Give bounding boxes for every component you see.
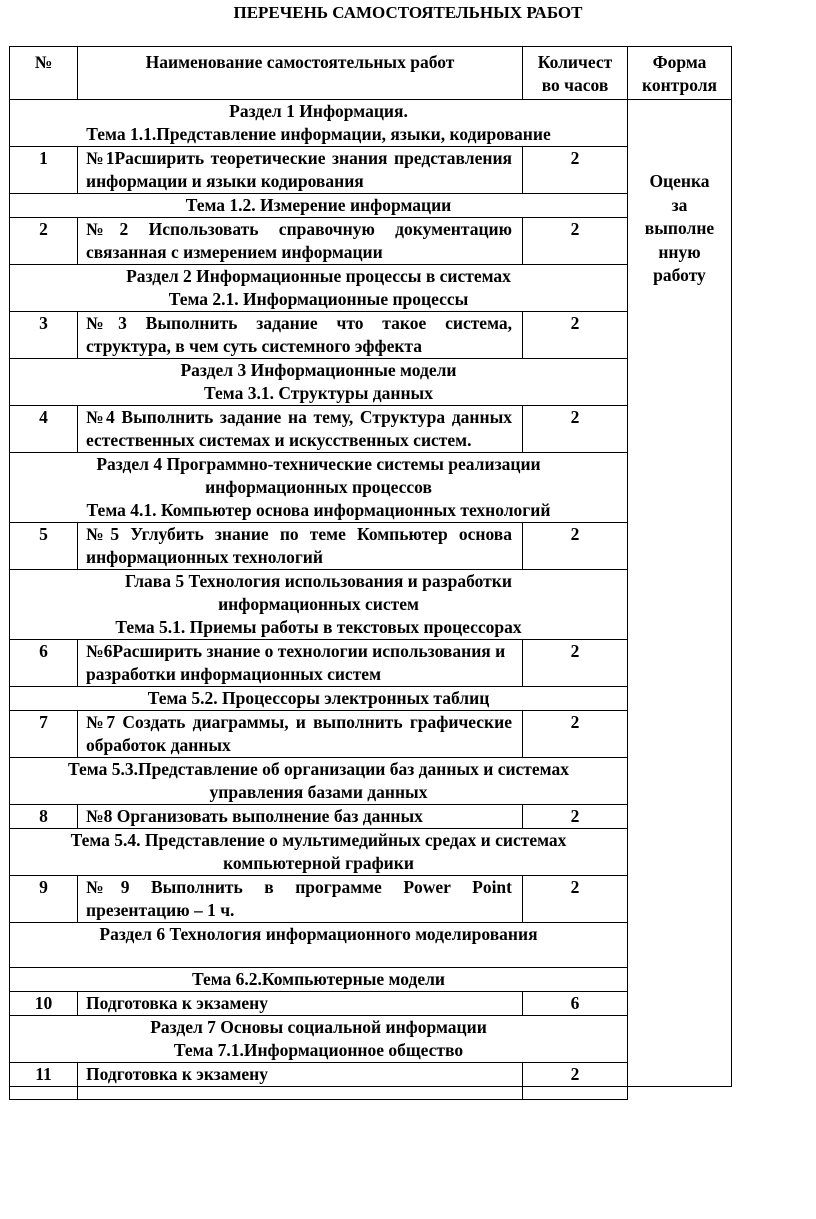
section-3	[10, 359, 628, 406]
row-name: №4 Выполнить задание на тему, Структура данных естественных системах и искусственных систем.	[78, 406, 523, 453]
row-hours: 2	[523, 640, 628, 687]
page-title: ПЕРЕЧЕНЬ САМОСТОЯТЕЛЬНЫХ РАБОТ	[233, 3, 583, 22]
row-hours: 2	[523, 523, 628, 570]
header-hours	[523, 47, 628, 100]
works-table	[9, 46, 732, 1100]
header-name: Наименование самостоятельных работ	[78, 47, 523, 100]
row-num: 2	[10, 218, 78, 265]
row-num: 1	[10, 147, 78, 194]
section-line: Раздел 7 Основы социальной информации	[150, 1017, 487, 1037]
section-row	[10, 687, 732, 711]
control-form-line: работу	[653, 265, 706, 285]
table-row-empty	[10, 1087, 732, 1100]
row-name: №2 Использовать справочную документацию связанная с измерением информации	[78, 218, 523, 265]
section-line: Тема 1.1.Представление информации, языки, кодирование	[86, 124, 551, 144]
section-7	[10, 1016, 628, 1063]
row-name: Подготовка к экзамену	[78, 992, 523, 1016]
row-hours: 2	[523, 805, 628, 829]
row-num: 11	[10, 1063, 78, 1087]
row-name: №9 Выполнить в программе Power Point презентацию – 1 ч.	[78, 876, 523, 923]
row-num: 5	[10, 523, 78, 570]
section-row	[10, 265, 732, 312]
row-hours: 2	[523, 876, 628, 923]
table-row	[10, 640, 732, 687]
topic-1-2: Тема 1.2. Измерение информации	[10, 194, 628, 218]
row-num: 7	[10, 711, 78, 758]
section-row	[10, 359, 732, 406]
section-row	[10, 570, 732, 640]
table-row	[10, 1063, 732, 1087]
section-row	[10, 968, 732, 992]
topic-5-4	[10, 829, 628, 876]
empty-cell	[78, 1087, 523, 1100]
section-line: информационных процессов	[205, 477, 432, 497]
row-hours: 6	[523, 992, 628, 1016]
table-row	[10, 805, 732, 829]
section-6: Раздел 6 Технология информационного моделирования	[10, 923, 628, 968]
section-line: Раздел 4 Программно-технические системы реализации	[96, 454, 541, 474]
row-hours: 2	[523, 406, 628, 453]
table-row	[10, 218, 732, 265]
section-line: Тема 5.1. Приемы работы в текстовых процессорах	[115, 617, 522, 637]
row-hours: 2	[523, 711, 628, 758]
section-row	[10, 1016, 732, 1063]
control-form-line: нную	[658, 241, 701, 262]
header-num: №	[10, 47, 78, 100]
section-line: Раздел 2 Информационные процессы в системах	[126, 266, 511, 286]
section-line: Тема 7.1.Информационное общество	[173, 1040, 464, 1060]
section-line: Тема 4.1. Компьютер основа информационных технологий	[86, 500, 551, 520]
section-row	[10, 453, 732, 523]
empty-cell	[523, 1087, 628, 1100]
section-row	[10, 758, 732, 805]
table-row	[10, 992, 732, 1016]
section-4	[10, 453, 628, 523]
row-name: №6Расширить знание о технологии использования и разработки информационных систем	[78, 640, 523, 687]
control-form-line: за	[671, 194, 688, 215]
header-form-line1: Форма	[652, 52, 707, 72]
control-form-line: Оценка	[649, 171, 710, 191]
topic-5-3	[10, 758, 628, 805]
row-name: №7 Создать диаграммы, и выполнить графические обработок данных	[78, 711, 523, 758]
header-hours-line2: во часов	[541, 75, 609, 95]
table-row	[10, 876, 732, 923]
section-line: компьютерной графики	[223, 853, 414, 873]
row-num: 4	[10, 406, 78, 453]
row-hours: 2	[523, 312, 628, 359]
header-form	[628, 47, 732, 100]
table-row	[10, 312, 732, 359]
section-1	[10, 100, 628, 147]
row-hours: 2	[523, 1063, 628, 1087]
header-row	[10, 47, 732, 100]
section-line: Глава 5 Технология использования и разработки	[125, 571, 512, 591]
topic-6-2: Тема 6.2.Компьютерные модели	[10, 968, 628, 992]
section-row	[10, 829, 732, 876]
section-line: Раздел 1 Информация.	[229, 101, 408, 121]
section-5	[10, 570, 628, 640]
section-line: информационных систем	[218, 594, 419, 614]
section-row	[10, 923, 732, 968]
empty-cell	[10, 1087, 78, 1100]
row-name: №3 Выполнить задание что такое система, структура, в чем суть системного эффекта	[78, 312, 523, 359]
row-num: 8	[10, 805, 78, 829]
section-row	[10, 100, 732, 147]
control-form-line: выполне	[644, 218, 715, 238]
row-hours: 2	[523, 218, 628, 265]
section-line: Раздел 3 Информационные модели	[180, 360, 457, 380]
row-name: Подготовка к экзамену	[78, 1063, 523, 1087]
row-num: 3	[10, 312, 78, 359]
section-line: Тема 5.3.Представление об организации баз данных и системах	[68, 759, 569, 779]
row-name: №8 Организовать выполнение баз данных	[78, 805, 523, 829]
table-row	[10, 406, 732, 453]
table-row	[10, 147, 732, 194]
section-line: управления базами данных	[209, 782, 428, 802]
control-form-cell	[628, 100, 732, 1087]
topic-5-2: Тема 5.2. Процессоры электронных таблиц	[10, 687, 628, 711]
row-num: 10	[10, 992, 78, 1016]
section-2	[10, 265, 628, 312]
row-num: 6	[10, 640, 78, 687]
section-row	[10, 194, 732, 218]
row-num: 9	[10, 876, 78, 923]
table-row	[10, 523, 732, 570]
header-hours-line1: Количест	[537, 52, 613, 72]
table-row	[10, 711, 732, 758]
row-hours: 2	[523, 147, 628, 194]
header-form-line2: контроля	[641, 75, 718, 95]
section-line: Тема 3.1. Структуры данных	[204, 383, 433, 403]
row-name: №5 Углубить знание по теме Компьютер основа информационных технологий	[78, 523, 523, 570]
row-name: №1Расширить теоретические знания представления информации и языки кодирования	[78, 147, 523, 194]
section-line: Тема 2.1. Информационные процессы	[168, 289, 469, 309]
section-line: Тема 5.4. Представление о мультимедийных средах и системах	[70, 830, 567, 850]
